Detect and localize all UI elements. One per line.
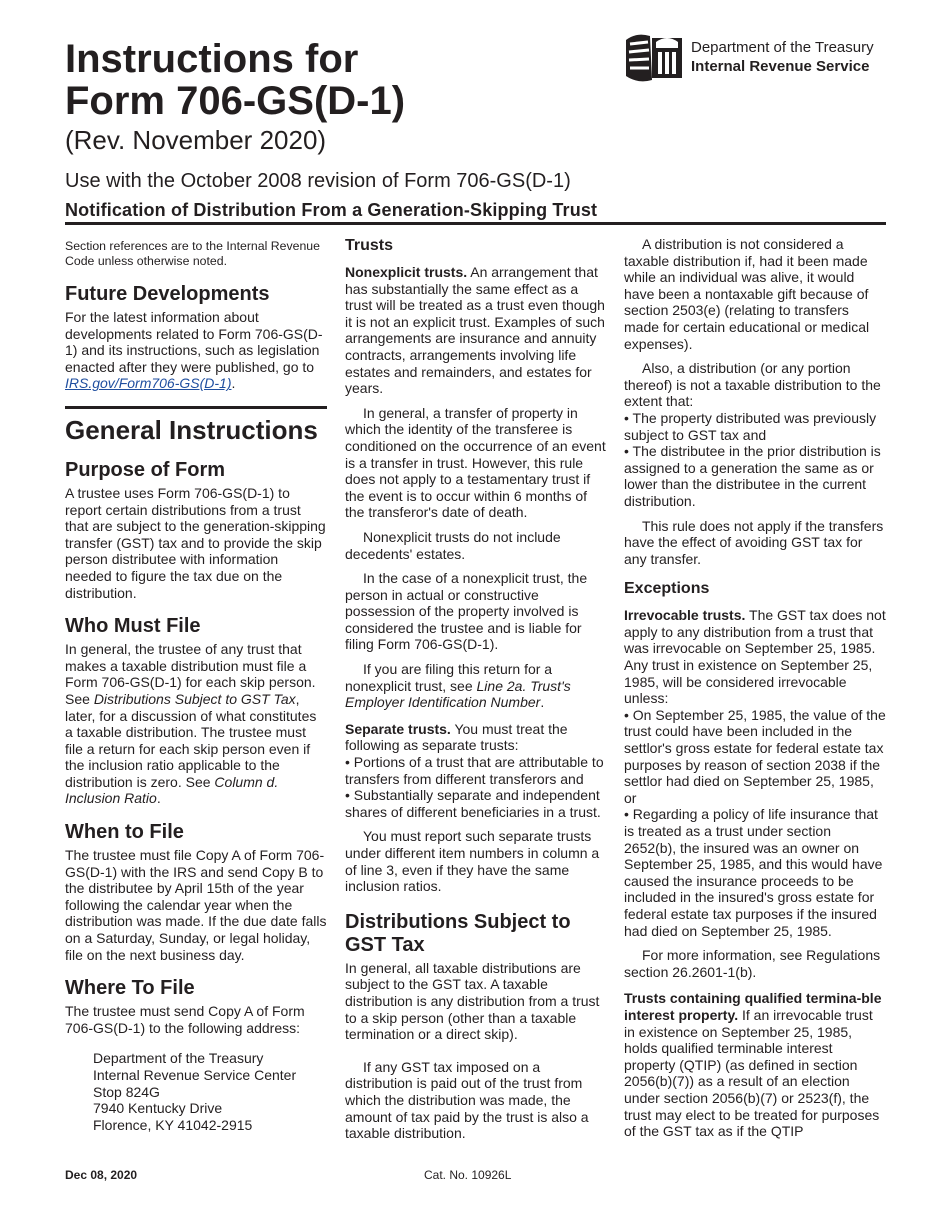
footer-catalog-number: Cat. No. 10926L (424, 1168, 512, 1182)
who-must-file-text: In general, the trustee of any trust that makes a taxable distribution must file a Form 706-GS(D-1) for each skip person. See Distributions Subject to GST Tax, later, for a discussion of what constitutes a taxable distribution. The trustee must file a return for each skip person even if the inclusion ratio applicable to the distribution is zero. See Column d. Inclusion Ratio. (65, 641, 317, 807)
bullet-item: • The property distributed was previously subject to GST tax and (624, 409, 877, 443)
column-1 (65, 236, 327, 1133)
heading-when-to-file: When to File (65, 821, 184, 844)
irs-link[interactable]: IRS.gov/Form706-GS(D-1) (65, 375, 232, 392)
future-developments-text: For the latest information about developments related to Form 706-GS(D-1) and its instructions, such as legislation enacted after they were published, go to IRS.gov/Form706-GS(D-1). (65, 309, 323, 392)
agency-line-1: Department of the Treasury (691, 39, 874, 56)
heading-distributions-subject-to-gst: Distributions Subject to GST Tax (345, 910, 571, 956)
gst-paid-text: If any GST tax imposed on a distribution is paid out of the trust from which the distribution was made, the amount of tax paid by the trust is also a taxable distribution. (345, 1058, 589, 1142)
bullet-item: • Substantially separate and independent shares of different beneficiaries in a trust. (345, 787, 601, 820)
address-line: Internal Revenue Service Center (93, 1067, 297, 1083)
irrevocable-trusts-text: Irrevocable trusts. The GST tax does not apply to any distribution from a trust that was irrevocable on September 25, 1985. Any trust in existence on September 25, 1985, will be considered irrevocable unless: (624, 607, 886, 707)
avoid-gst-rule-text: This rule does not apply if the transfers have the effect of avoiding GST tax for any transfer. (624, 517, 884, 567)
irs-eagle-logo-icon (622, 30, 686, 86)
heading-purpose-of-form: Purpose of Form (65, 458, 226, 481)
bullet-item: • The distributee in the prior distribution is assigned to a generation the same as or lower than the distributee in the current distribution. (624, 443, 881, 509)
bullet-item: • On September 25, 1985, the value of the trust could have been included in the settlor's gross estate for federal estate tax purposes by reason of section 2038 if the settlor had died on September 25, 1985, or (624, 706, 886, 806)
qtip-trusts-text: Trusts containing qualified termina-ble interest property. If an irrevocable trust in existence on September 25, 1985, holds qualified terminable interest property (QTIP) (as defined in section 2056(b)(7)) as a result of an election under section 2056(b)(7) or 2523(f), the trust may elect to be treated for purposes of the GST tax as if the QTIP (624, 990, 882, 1140)
intro-note: Section references are to the Internal Revenue Code unless otherwise noted. (65, 239, 320, 268)
agency-name (691, 38, 874, 76)
title-line-1: Instructions for (65, 37, 359, 81)
document-title (65, 38, 405, 122)
use-with-note: Use with the October 2008 revision of Form 706-GS(D-1) (65, 170, 571, 192)
heading-who-must-file: Who Must File (65, 615, 201, 638)
when-to-file-text: The trustee must file Copy A of Form 706-GS(D-1) with the IRS and send Copy B to the distributee by April 15th of the year following the calendar year when the distribution was made. If the due date falls on a Saturday, Sunday, or legal holiday, file on the next business day. (65, 847, 327, 963)
more-info-text: For more information, see Regulations section 26.2601-1(b). (624, 947, 881, 980)
column-2 (345, 236, 607, 1142)
title-line-2: Form 706-GS(D-1) (65, 79, 406, 123)
distributions-text: In general, all taxable distributions are subject to the GST tax. A taxable distribution is any distribution from a trust to a skip person (other than a taxable termination or a direct skip). (345, 959, 600, 1043)
where-to-file-text: The trustee must send Copy A of Form 706-GS(D-1) to the following address: (65, 1003, 305, 1036)
heading-exceptions: Exceptions (624, 580, 710, 598)
transfer-in-trust-text: In general, a transfer of property in which the identity of the transferee is conditioned on the occurrence of an event is a transfer in trust. However, this rule does not apply to a testamentary trust if the event is to occur within 6 months of the transferor's date of death. (345, 404, 606, 521)
footer-date: Dec 08, 2020 (65, 1168, 138, 1182)
address-line: 7940 Kentucky Drive (93, 1100, 223, 1117)
header-rule (65, 222, 886, 225)
agency-line-2: Internal Revenue Service (691, 58, 870, 75)
purpose-text: A trustee uses Form 706-GS(D-1) to report certain distributions from a trust that are subject to the generation-skipping transfer (GST) tax and to provide the skip person distributee with information needed to figure the tax due on the distribution. (65, 484, 326, 601)
heading-future-developments: Future Developments (65, 283, 270, 305)
nonexplicit-trusts-text: Nonexplicit trusts. An arrangement that has substantially the same effect as a trust will be treated as a trust even though it is not an explicit trust. Examples of such arrangements are insurance and annuity contracts, arrangements involving life estates and remainders, and estates for years. (345, 264, 605, 397)
portion-not-taxable-text: Also, a distribution (or any portion thereof) is not a taxable distribution to the extent that: (624, 360, 881, 410)
heading-general-instructions: General Instructions (65, 414, 318, 445)
address-line: Department of the Treasury (93, 1050, 264, 1067)
address-line: Florence, KY 41042-2915 (93, 1116, 253, 1133)
column-3 (624, 236, 886, 1140)
heading-trusts: Trusts (345, 237, 394, 254)
form-subtitle: Notification of Distribution From a Generation-Skipping Trust (65, 200, 598, 220)
mailing-address (65, 1050, 327, 1133)
section-rule (65, 406, 327, 409)
nontaxable-gift-text: A distribution is not considered a taxable distribution if, had it been made while an individual was alive, it would have been a nontaxable gift because of section 2503(e) (relating to transfers made for certain educational or medical expenses). (624, 236, 870, 352)
separate-trusts-reporting-text: You must report such separate trusts under different item numbers in column a of line 3, even if they have the same inclusion ratios. (345, 828, 600, 895)
bullet-item: • Portions of a trust that are attributable to transfers from different transferors and (345, 754, 604, 787)
separate-trusts-text: Separate trusts. You must treat the following as separate trusts: (345, 720, 568, 754)
heading-where-to-file: Where To File (65, 977, 195, 1000)
bullet-item: • Regarding a policy of life insurance that is treated as a trust under section 2652(b), the insured was an owner on September 25, 1985, and this would have caused the insurance proceeds to be included in the insured's gross estate for federal estate tax purposes if the insured had died on September 25, 1985. (624, 806, 883, 939)
nonexplicit-trustee-text: In the case of a nonexplicit trust, the person in actual or constructive possession of the property involved is considered the trustee and is liable for filing Form 706-GS(D-1). (345, 570, 588, 653)
revision-date: (Rev. November 2020) (65, 125, 327, 155)
decedent-estates-text: Nonexplicit trusts do not include decedents' estates. (345, 528, 561, 562)
nonexplicit-filing-text: If you are filing this return for a nonexplicit trust, see Line 2a. Trust's Employer Identification Number. (345, 661, 571, 711)
address-line: Stop 824G (93, 1083, 160, 1100)
